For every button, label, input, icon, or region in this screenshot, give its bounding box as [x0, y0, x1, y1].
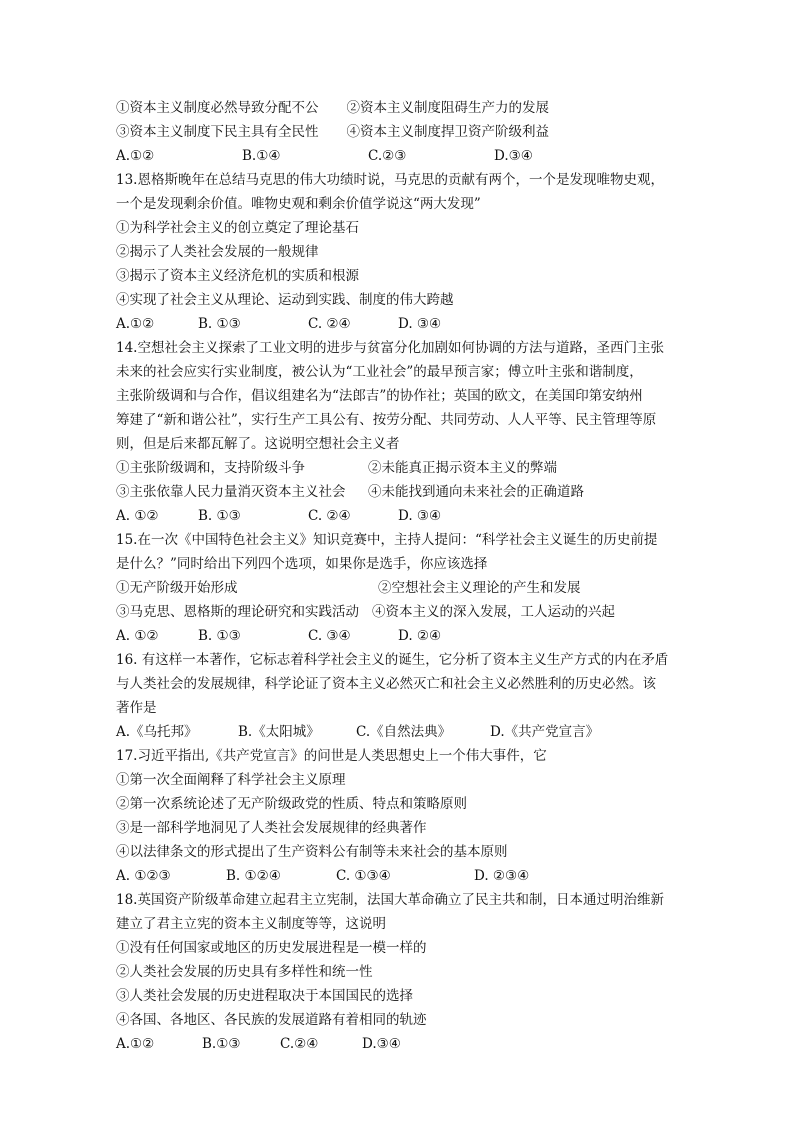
q14-choices [116, 504, 676, 528]
q12-option-4: ④资本主义制度捍卫资产阶级利益 [346, 124, 549, 140]
q14-choice-b: B. ①③ [198, 508, 241, 524]
q18-option-3: ③人类社会发展的历史进程取决于本国国民的选择 [116, 988, 413, 1004]
q16-choice-a: A.《乌托邦》 [116, 724, 198, 740]
q16-choice-b: B.《太阳城》 [238, 724, 320, 740]
q13-stem-line-1: 13.恩格斯晚年在总结马克思的伟大功绩时说，马克思的贡献有两个，一个是发现唯物史观， [116, 172, 664, 188]
q12-option-3: ③资本主义制度下民主具有全民性 [116, 124, 319, 140]
q14-choice-a: A. ①② [116, 508, 159, 524]
q15-choice-b: B. ①③ [198, 628, 241, 644]
q18-option-2: ②人类社会发展的历史具有多样性和统一性 [116, 964, 373, 980]
q13-stem-line-2: 一个是发现剩余价值。唯物史观和剩余价值学说这“两大发现” [116, 196, 481, 212]
q15-option-4: ④资本主义的深入发展，工人运动的兴起 [372, 604, 615, 620]
q15-option-1: ①无产阶级开始形成 [116, 580, 238, 596]
q17-option-4: ④以法律条文的形式提出了生产资料公有制等未来社会的基本原则 [116, 844, 508, 860]
q15-choice-c: C. ③④ [308, 628, 351, 644]
q14-option-4: ④未能找到通向未来社会的正确道路 [368, 484, 584, 500]
q14-options-row-1 [116, 456, 676, 480]
q18-choice-d: D.③④ [362, 1036, 401, 1052]
q17-choice-d: D. ②③④ [474, 868, 530, 884]
q16-stem-line-3: 著作是 [116, 700, 157, 716]
q15-options-row-2 [116, 600, 676, 624]
q12-choices [116, 144, 676, 168]
q14-stem-line-3: 主张阶级调和与合作，倡议组建名为“法郎吉”的协作社；英国的欧文，在美国印第安纳州 [116, 388, 643, 404]
exam-page [116, 96, 676, 1056]
q18-choices [116, 1032, 676, 1056]
q12-choice-c: C.②③ [368, 148, 407, 164]
q12-options-row-1 [116, 96, 676, 120]
q13-option-1: ①为科学社会主义的创立奠定了理论基石 [116, 220, 359, 236]
q18-option-1: ①没有任何国家或地区的历史发展进程是一模一样的 [116, 940, 427, 956]
q16-choices [116, 720, 676, 744]
q14-choice-d: D. ③④ [398, 508, 442, 524]
q16-stem-line-2: 与人类社会的发展规律，科学论证了资本主义必然灭亡和社会主义必然胜利的历史必然。该 [116, 676, 656, 692]
q12-option-1: ①资本主义制度必然导致分配不公 [116, 100, 319, 116]
q17-option-1: ①第一次全面阐释了科学社会主义原理 [116, 772, 346, 788]
q17-choices [116, 864, 676, 888]
q13-option-4: ④实现了社会主义从理论、运动到实践、制度的伟大跨越 [116, 292, 454, 308]
q13-choice-c: C. ②④ [308, 316, 351, 332]
q14-stem-line-2: 未来的社会应实行实业制度，被公认为“工业社会”的最早预言家；傅立叶主张和谐制度， [116, 364, 643, 380]
q16-stem-line-1: 16. 有这样一本著作，它标志着科学社会主义的诞生，它分析了资本主义生产方式的内在矛盾 [116, 652, 669, 668]
q13-choice-b: B. ①③ [198, 316, 241, 332]
q15-choice-a: A. ①② [116, 628, 159, 644]
q17-stem-line-1: 17.习近平指出,《共产党宣言》的问世是人类思想史上一个伟大事件，它 [116, 748, 547, 764]
q14-stem-line-1: 14.空想社会主义探索了工业文明的进步与贫富分化加剧如何协调的方法与道路，圣西门主张 [116, 340, 664, 356]
q17-choice-a: A. ①②③ [116, 868, 171, 884]
q16-choice-d: D.《共产党宣言》 [490, 724, 600, 740]
q13-option-2: ②揭示了人类社会发展的一般规律 [116, 244, 319, 260]
q15-choices [116, 624, 676, 648]
q15-option-3: ③马克思、恩格斯的理论研究和实践活动 [116, 604, 359, 620]
q17-choice-b: B. ①②④ [226, 868, 281, 884]
q15-stem-line-1: 15.在一次《中国特色社会主义》知识竞赛中，主持人提问：“科学社会主义诞生的历史前提 [116, 532, 658, 548]
q14-option-2: ②未能真正揭示资本主义的弊端 [368, 460, 557, 476]
q14-option-3: ③主张依靠人民力量消灭资本主义社会 [116, 484, 346, 500]
q14-stem-line-4: 筹建了“新和谐公社”，实行生产工具公有、按劳分配、共同劳动、人人平等、民主管理等原 [116, 412, 657, 428]
q13-option-3: ③揭示了资本主义经济危机的实质和根源 [116, 268, 359, 284]
q17-option-3: ③是一部科学地洞见了人类社会发展规律的经典著作 [116, 820, 427, 836]
q15-choice-d: D. ②④ [398, 628, 442, 644]
q12-options-row-2 [116, 120, 676, 144]
q17-choice-c: C. ①③④ [336, 868, 391, 884]
q18-choice-a: A.①② [116, 1036, 155, 1052]
q15-stem-line-2: 是什么？”同时给出下列四个选项，如果你是选手，你应该选择 [116, 556, 488, 572]
q15-option-2: ②空想社会主义理论的产生和发展 [378, 580, 581, 596]
q12-choice-a: A.①② [116, 148, 155, 164]
q18-choice-b: B.①③ [202, 1036, 241, 1052]
q13-choice-a: A.①② [116, 316, 155, 332]
q13-choices [116, 312, 676, 336]
q18-option-4: ④各国、各地区、各民族的发展道路有着相同的轨迹 [116, 1012, 427, 1028]
q15-options-row-1 [116, 576, 676, 600]
q13-choice-d: D. ③④ [398, 316, 442, 332]
q18-stem-line-2: 建立了君主立宪的资本主义制度等等，这说明 [116, 916, 386, 932]
q17-option-2: ②第一次系统论述了无产阶级政党的性质、特点和策略原则 [116, 796, 467, 812]
q14-options-row-2 [116, 480, 676, 504]
q14-choice-c: C. ②④ [308, 508, 351, 524]
q12-choice-b: B.①④ [242, 148, 281, 164]
q14-stem-line-5: 则，但是后来都瓦解了。这说明空想社会主义者 [116, 436, 400, 452]
q16-choice-c: C.《自然法典》 [356, 724, 452, 740]
q14-option-1: ①主张阶级调和，支持阶级斗争 [116, 460, 305, 476]
q12-choice-d: D.③④ [494, 148, 533, 164]
q12-option-2: ②资本主义制度阻碍生产力的发展 [346, 100, 549, 116]
q18-choice-c: C.②④ [280, 1036, 319, 1052]
q18-stem-line-1: 18.英国资产阶级革命建立起君主立宪制，法国大革命确立了民主共和制，日本通过明治维新 [116, 892, 664, 908]
